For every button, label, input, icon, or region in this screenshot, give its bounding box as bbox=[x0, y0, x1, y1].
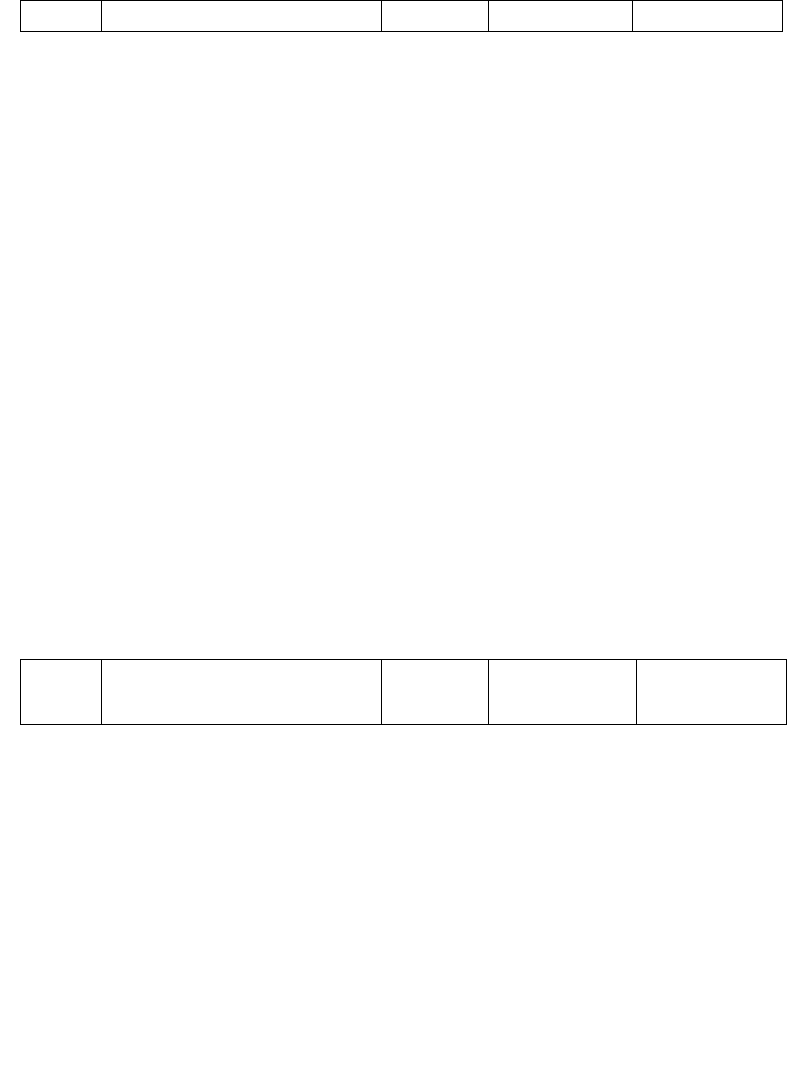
score-table-bottom bbox=[20, 659, 787, 725]
header-single-over100 bbox=[637, 660, 787, 725]
header-total bbox=[382, 660, 489, 725]
table-top-strip bbox=[21, 1, 783, 32]
score-table-top bbox=[20, 0, 783, 32]
header-category bbox=[21, 660, 102, 725]
header-subject bbox=[102, 660, 382, 725]
header-single-100 bbox=[489, 660, 637, 725]
table-header-row bbox=[21, 660, 787, 725]
